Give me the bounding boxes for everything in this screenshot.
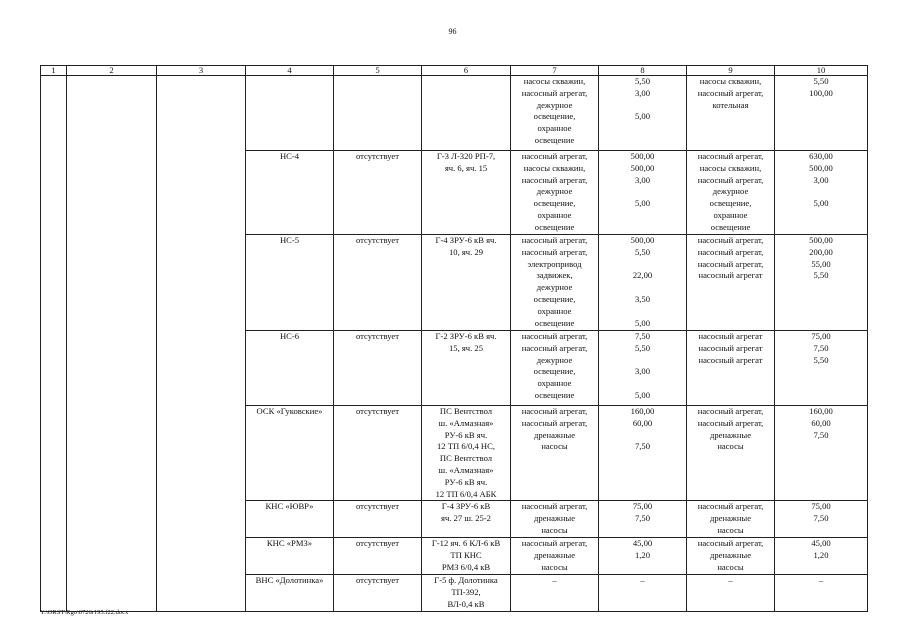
- power-source-cell: Г-3 Л-320 РП-7, яч. 6, яч. 15: [422, 151, 511, 235]
- power-value-cell: 45,00 1,20: [599, 538, 687, 575]
- power-source-cell: Г-2 ЗРУ-6 кВ яч. 15, яч. 25: [422, 331, 511, 406]
- header-cell: 10: [775, 66, 868, 76]
- power-source-cell: Г-12 яч. 6 КЛ-6 кВ ТП КНС РМЗ 6/0,4 кВ: [422, 538, 511, 575]
- equipment-cell: насосный агрегат, насосы скважин, насосный агрегат, дежурное освещение, охранное освещение: [511, 151, 599, 235]
- data-table: [40, 65, 868, 612]
- table-header-row: [41, 66, 868, 76]
- power-value-cell-2: 75,00 7,50: [775, 501, 868, 538]
- object-name-cell: [246, 76, 334, 151]
- power-value-cell-2: –: [775, 575, 868, 611]
- object-name-cell: НС-6: [246, 331, 334, 406]
- power-source-cell: Г-4 ЗРУ-6 кВ яч. 27 ш. 25-2: [422, 501, 511, 538]
- equipment-cell-2: насосы скважин, насосный агрегат, котельная: [687, 76, 775, 151]
- header-cell: 2: [67, 66, 157, 76]
- equipment-cell: насосный агрегат, насосный агрегат, дренажные насосы: [511, 406, 599, 501]
- power-value-cell-2: 500,00 200,00 55,00 5,50: [775, 235, 868, 331]
- power-value-cell-2: 630,00 500,00 3,00 5,00: [775, 151, 868, 235]
- status-cell: отсутствует: [334, 331, 422, 406]
- power-value-cell: 5,50 3,00 5,00: [599, 76, 687, 151]
- status-cell: отсутствует: [334, 538, 422, 575]
- power-value-cell: 500,00 5,50 22,00 3,50 5,00: [599, 235, 687, 331]
- header-cell: 3: [157, 66, 246, 76]
- equipment-cell-2: –: [687, 575, 775, 611]
- equipment-cell: насосы скважин, насосный агрегат, дежурное освещение, охранное освещение: [511, 76, 599, 151]
- equipment-cell-2: насосный агрегат, насосный агрегат, дренажные насосы: [687, 406, 775, 501]
- header-cell: 4: [246, 66, 334, 76]
- header-cell: 5: [334, 66, 422, 76]
- equipment-cell: насосный агрегат, дренажные насосы: [511, 501, 599, 538]
- status-cell: отсутствует: [334, 575, 422, 611]
- equipment-cell-2: насосный агрегат, насосы скважин, насосный агрегат, дежурное освещение, охранное освещение: [687, 151, 775, 235]
- power-value-cell-2: 45,00 1,20: [775, 538, 868, 575]
- object-name-cell: КНС «ЮВР»: [246, 501, 334, 538]
- equipment-cell-2: насосный агрегат, дренажные насосы: [687, 501, 775, 538]
- merged-cell-col2: [67, 76, 157, 612]
- equipment-cell: насосный агрегат, насосный агрегат, дежурное освещение, охранное освещение: [511, 331, 599, 406]
- power-value-cell: 7,50 5,50 3,00 5,00: [599, 331, 687, 406]
- status-cell: отсутствует: [334, 235, 422, 331]
- equipment-cell: насосный агрегат, насосный агрегат, электропривод задвижек, дежурное освещение, охранное освещение: [511, 235, 599, 331]
- header-cell: 8: [599, 66, 687, 76]
- power-value-cell: 500,00 500,00 3,00 5,00: [599, 151, 687, 235]
- header-cell: 9: [687, 66, 775, 76]
- power-value-cell: 75,00 7,50: [599, 501, 687, 538]
- object-name-cell: ОСК «Гуковские»: [246, 406, 334, 501]
- merged-cell-col1: [41, 76, 67, 612]
- status-cell: отсутствует: [334, 151, 422, 235]
- header-cell: 7: [511, 66, 599, 76]
- power-source-cell: [422, 76, 511, 151]
- object-name-cell: НС-4: [246, 151, 334, 235]
- power-value-cell-2: 75,00 7,50 5,50: [775, 331, 868, 406]
- status-cell: [334, 76, 422, 151]
- equipment-cell: насосный агрегат, дренажные насосы: [511, 538, 599, 575]
- object-name-cell: НС-5: [246, 235, 334, 331]
- status-cell: отсутствует: [334, 501, 422, 538]
- power-value-cell-2: 5,50 100,00: [775, 76, 868, 151]
- object-name-cell: КНС «РМЗ»: [246, 538, 334, 575]
- equipment-cell: –: [511, 575, 599, 611]
- power-value-cell: 160,00 60,00 7,50: [599, 406, 687, 501]
- table-row: [41, 76, 868, 151]
- footer-file-path: Y:\ORST\Rgo\0726r195.f22.docx: [40, 609, 129, 616]
- power-source-cell: ПС Вентствол ш. «Алмазная» РУ-6 кВ яч. 12 ТП 6/0,4 НС, ПС Вентствол ш. «Алмазная» РУ-6 кВ яч. 12 ТП 6/0,4 АБК: [422, 406, 511, 501]
- power-value-cell-2: 160,00 60,00 7,50: [775, 406, 868, 501]
- power-value-cell: –: [599, 575, 687, 611]
- equipment-cell-2: насосный агрегат, насосный агрегат, насосный агрегат, насосный агрегат: [687, 235, 775, 331]
- power-source-cell: Г-4 ЗРУ-6 кВ яч. 10, яч. 29: [422, 235, 511, 331]
- object-name-cell: ВНС «Долотинка»: [246, 575, 334, 611]
- header-cell: 6: [422, 66, 511, 76]
- equipment-cell-2: насосный агрегат насосный агрегат насосный агрегат: [687, 331, 775, 406]
- equipment-cell-2: насосный агрегат, дренажные насосы: [687, 538, 775, 575]
- header-cell: 1: [41, 66, 67, 76]
- merged-cell-col3: [157, 76, 246, 612]
- page-number: 96: [448, 27, 457, 36]
- power-source-cell: Г-5 ф. Долотинка ТП-392, ВЛ-0,4 кВ: [422, 575, 511, 611]
- status-cell: отсутствует: [334, 406, 422, 501]
